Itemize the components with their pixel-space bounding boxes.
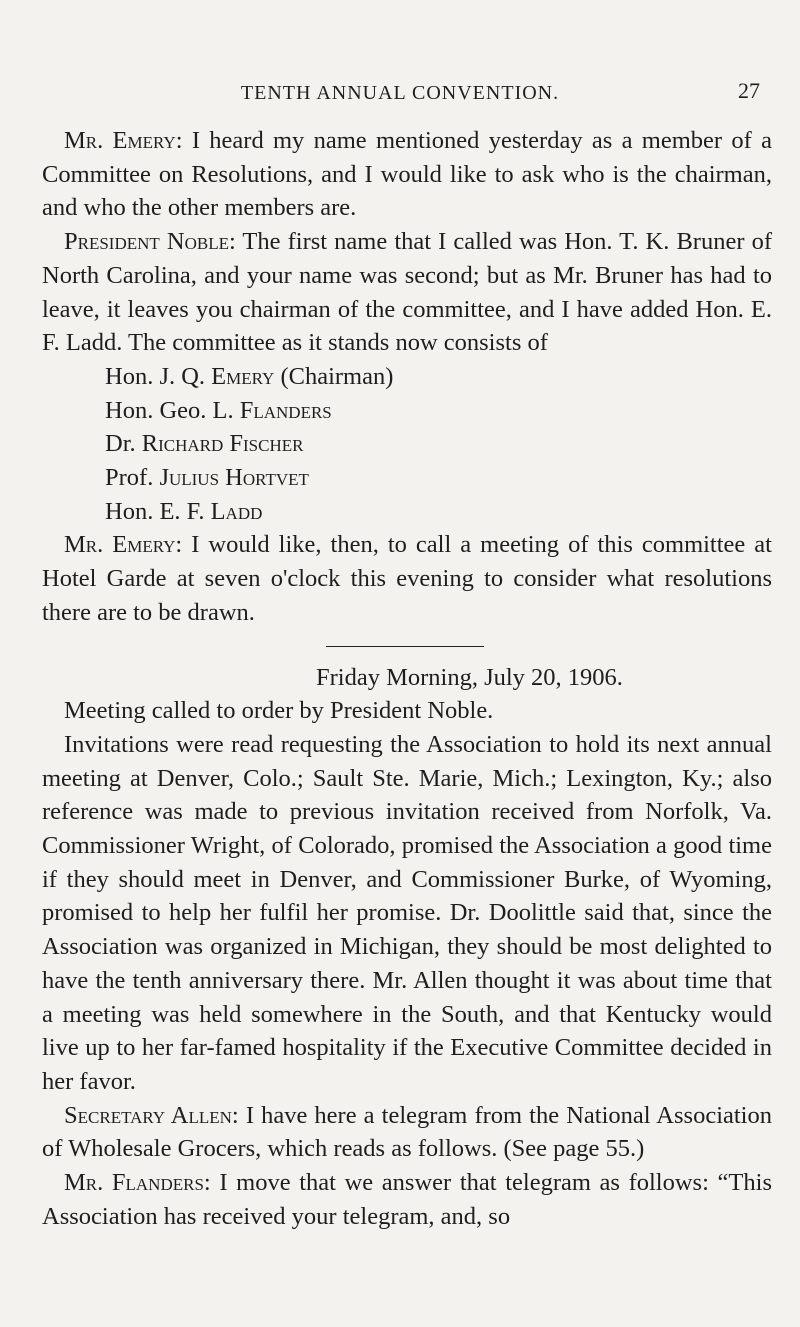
member-name: Julius Hortvet [159,464,309,492]
paragraph-text: : I move that we answer that telegram as follows: “This Association has received your telegram, and, so [42,1169,772,1230]
page-body [42,124,772,1234]
committee-member: Dr. Richard Fischer [105,430,304,458]
member-name: Ladd [210,497,263,525]
paragraph-text: Invitations were read requesting the Association to hold its next annual meeting at Denver, Colo.; Sault Ste. Marie, Mich.; Lexington, Ky.; also reference was made to previous invitation received from Norfolk, Va. Commissioner Wright, of Colorado, promised the Association a good time if they should meet in Denver, and Commissioner Burke, of Wyoming, promised to help her fulfil her promise. Dr. Doolittle said that, since the Association was organized in Michigan, they should be most delighted to have the tenth anniversary there. Mr. Allen thought it was about time that a meeting was held somewhere in the South, and that Kentucky would live up to her far-famed hospitality if the Executive Committee decided in her favor. [42,730,772,1095]
paragraph [42,225,772,360]
paragraph-text: : I have here a telegram from the National Association of Wholesale Grocers, which reads as follows. (See page 55.) [42,1101,772,1163]
paragraph [42,1166,772,1233]
paragraph-text: Meeting called to order by President Noble. [64,697,494,725]
paragraph [42,728,772,1099]
paragraph [42,124,772,225]
speaker-name: Mr. Emery [64,531,176,559]
paragraph [42,528,772,629]
committee-list [42,360,772,529]
committee-member: Hon. E. F. Ladd [105,497,263,525]
speaker-name: President Noble [64,228,229,256]
member-name: Emery [211,362,275,390]
paragraph [42,694,772,728]
committee-member: Hon. J. Q. Emery (Chairman) [105,362,394,390]
committee-member: Hon. Geo. L. Flanders [105,396,332,424]
member-name: Flanders [239,396,332,424]
member-name: Richard Fischer [141,430,304,458]
page-number: 27 [738,78,760,103]
paragraph-text: : I heard my name mentioned yesterday as a member of a Committee on Resolutions, and I would like to ask who is the chairman, and who the other members are. [42,127,772,222]
section-divider [326,646,484,647]
paragraph-text: : I would like, then, to call a meeting of this committee at Hotel Garde at seven o'clock this evening to consider what resolutions there are to be drawn. [42,531,772,626]
speaker-name: Mr. Emery [64,127,176,154]
committee-member: Prof. Julius Hortvet [105,464,309,492]
speaker-name: Secretary Allen [64,1101,232,1129]
paragraph-text: : The first name that I called was Hon. T. K. Bruner of North Carolina, and your name was second; but as Mr. Bruner has had to leave, it leaves you chairman of the committee, and I have added Hon. E. F. Ladd. The committee as it stands now consists of [42,228,772,357]
paragraph [42,1099,772,1166]
speaker-name: Mr. Flanders [64,1169,204,1197]
running-head: TENTH ANNUAL CONVENTION. [240,82,560,104]
dateline: Friday Morning, July 20, 1906. [316,663,623,691]
